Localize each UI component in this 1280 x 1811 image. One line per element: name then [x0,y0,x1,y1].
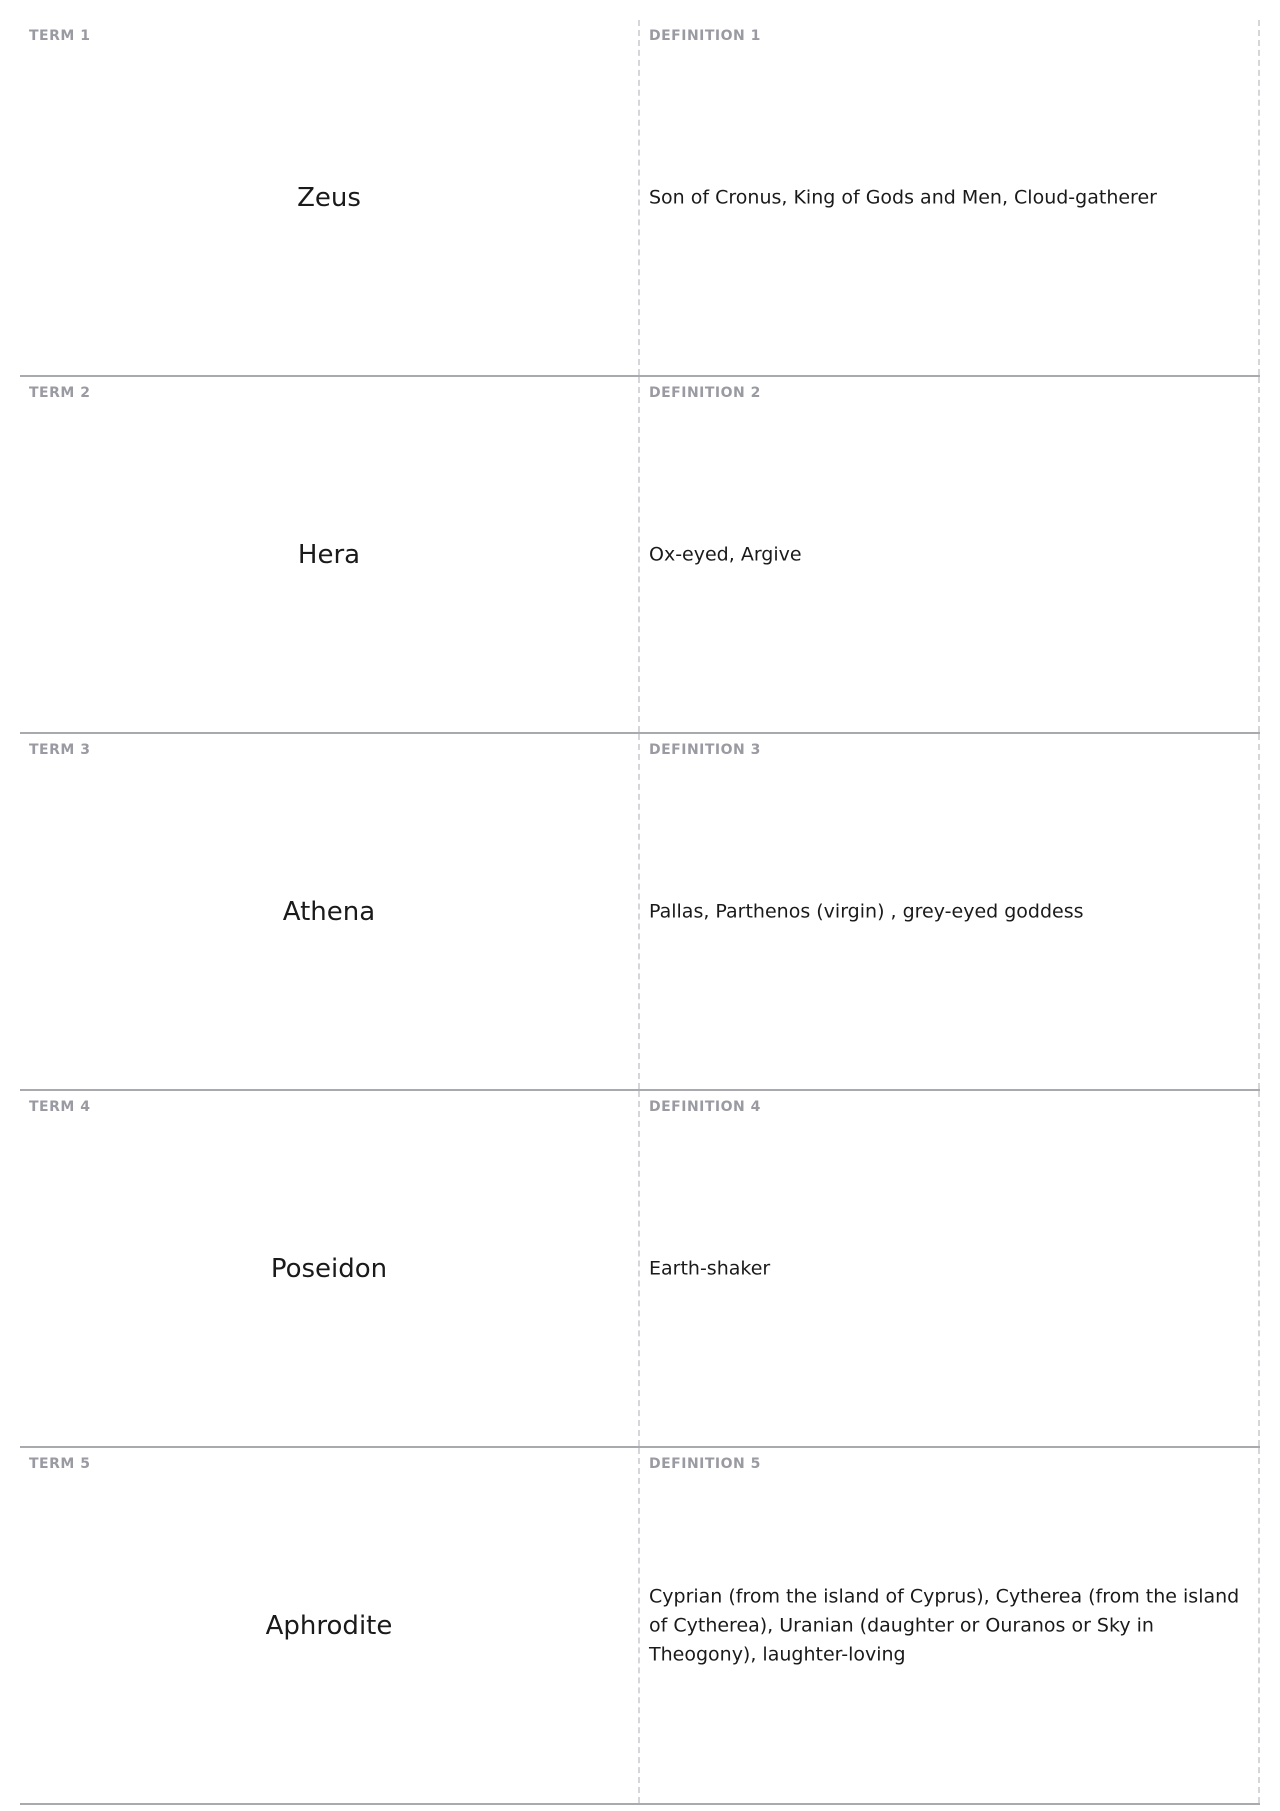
definition-cell [640,1091,1260,1446]
flashcard-row [20,734,1260,1091]
definition-text: Ox-eyed, Argive [649,543,802,565]
definition-text: Son of Cronus, King of Gods and Men, Cloud-gatherer [649,186,1157,208]
definition-text: Earth-shaker [649,1257,771,1279]
flashcard-row [20,20,1260,377]
definition-label: DEFINITION 1 [649,28,761,44]
term-cell [20,20,640,375]
flashcard-row [20,377,1260,734]
definition-label: DEFINITION 2 [649,385,761,401]
term-cell [20,377,640,732]
term-text: Hera [297,539,361,570]
term-label: TERM 4 [29,1099,91,1115]
definition-label: DEFINITION 3 [649,742,761,758]
term-text: Aphrodite [265,1610,393,1641]
term-label: TERM 1 [29,28,91,44]
definition-label: DEFINITION 4 [649,1099,761,1115]
term-label: TERM 3 [29,742,91,758]
term-cell [20,1448,640,1803]
term-cell [20,1091,640,1446]
definition-cell [640,377,1260,732]
flashcard-sheet [20,20,1260,1805]
definition-cell [640,734,1260,1089]
definition-text: Cyprian (from the island of Cyprus), Cytherea (from the island of Cytherea), Uranian (daughter or Ouranos or Sky in Theogony), laughter-loving [649,1585,1240,1665]
term-text: Zeus [297,182,361,213]
term-text: Athena [282,896,376,927]
term-label: TERM 2 [29,385,91,401]
flashcard-row [20,1448,1260,1805]
term-text: Poseidon [270,1253,388,1284]
term-label: TERM 5 [29,1456,91,1472]
flashcard-row [20,1091,1260,1448]
term-cell [20,734,640,1089]
definition-text: Pallas, Parthenos (virgin) , grey-eyed goddess [649,900,1084,922]
definition-label: DEFINITION 5 [649,1456,761,1472]
definition-cell [640,20,1260,375]
definition-cell [640,1448,1260,1803]
